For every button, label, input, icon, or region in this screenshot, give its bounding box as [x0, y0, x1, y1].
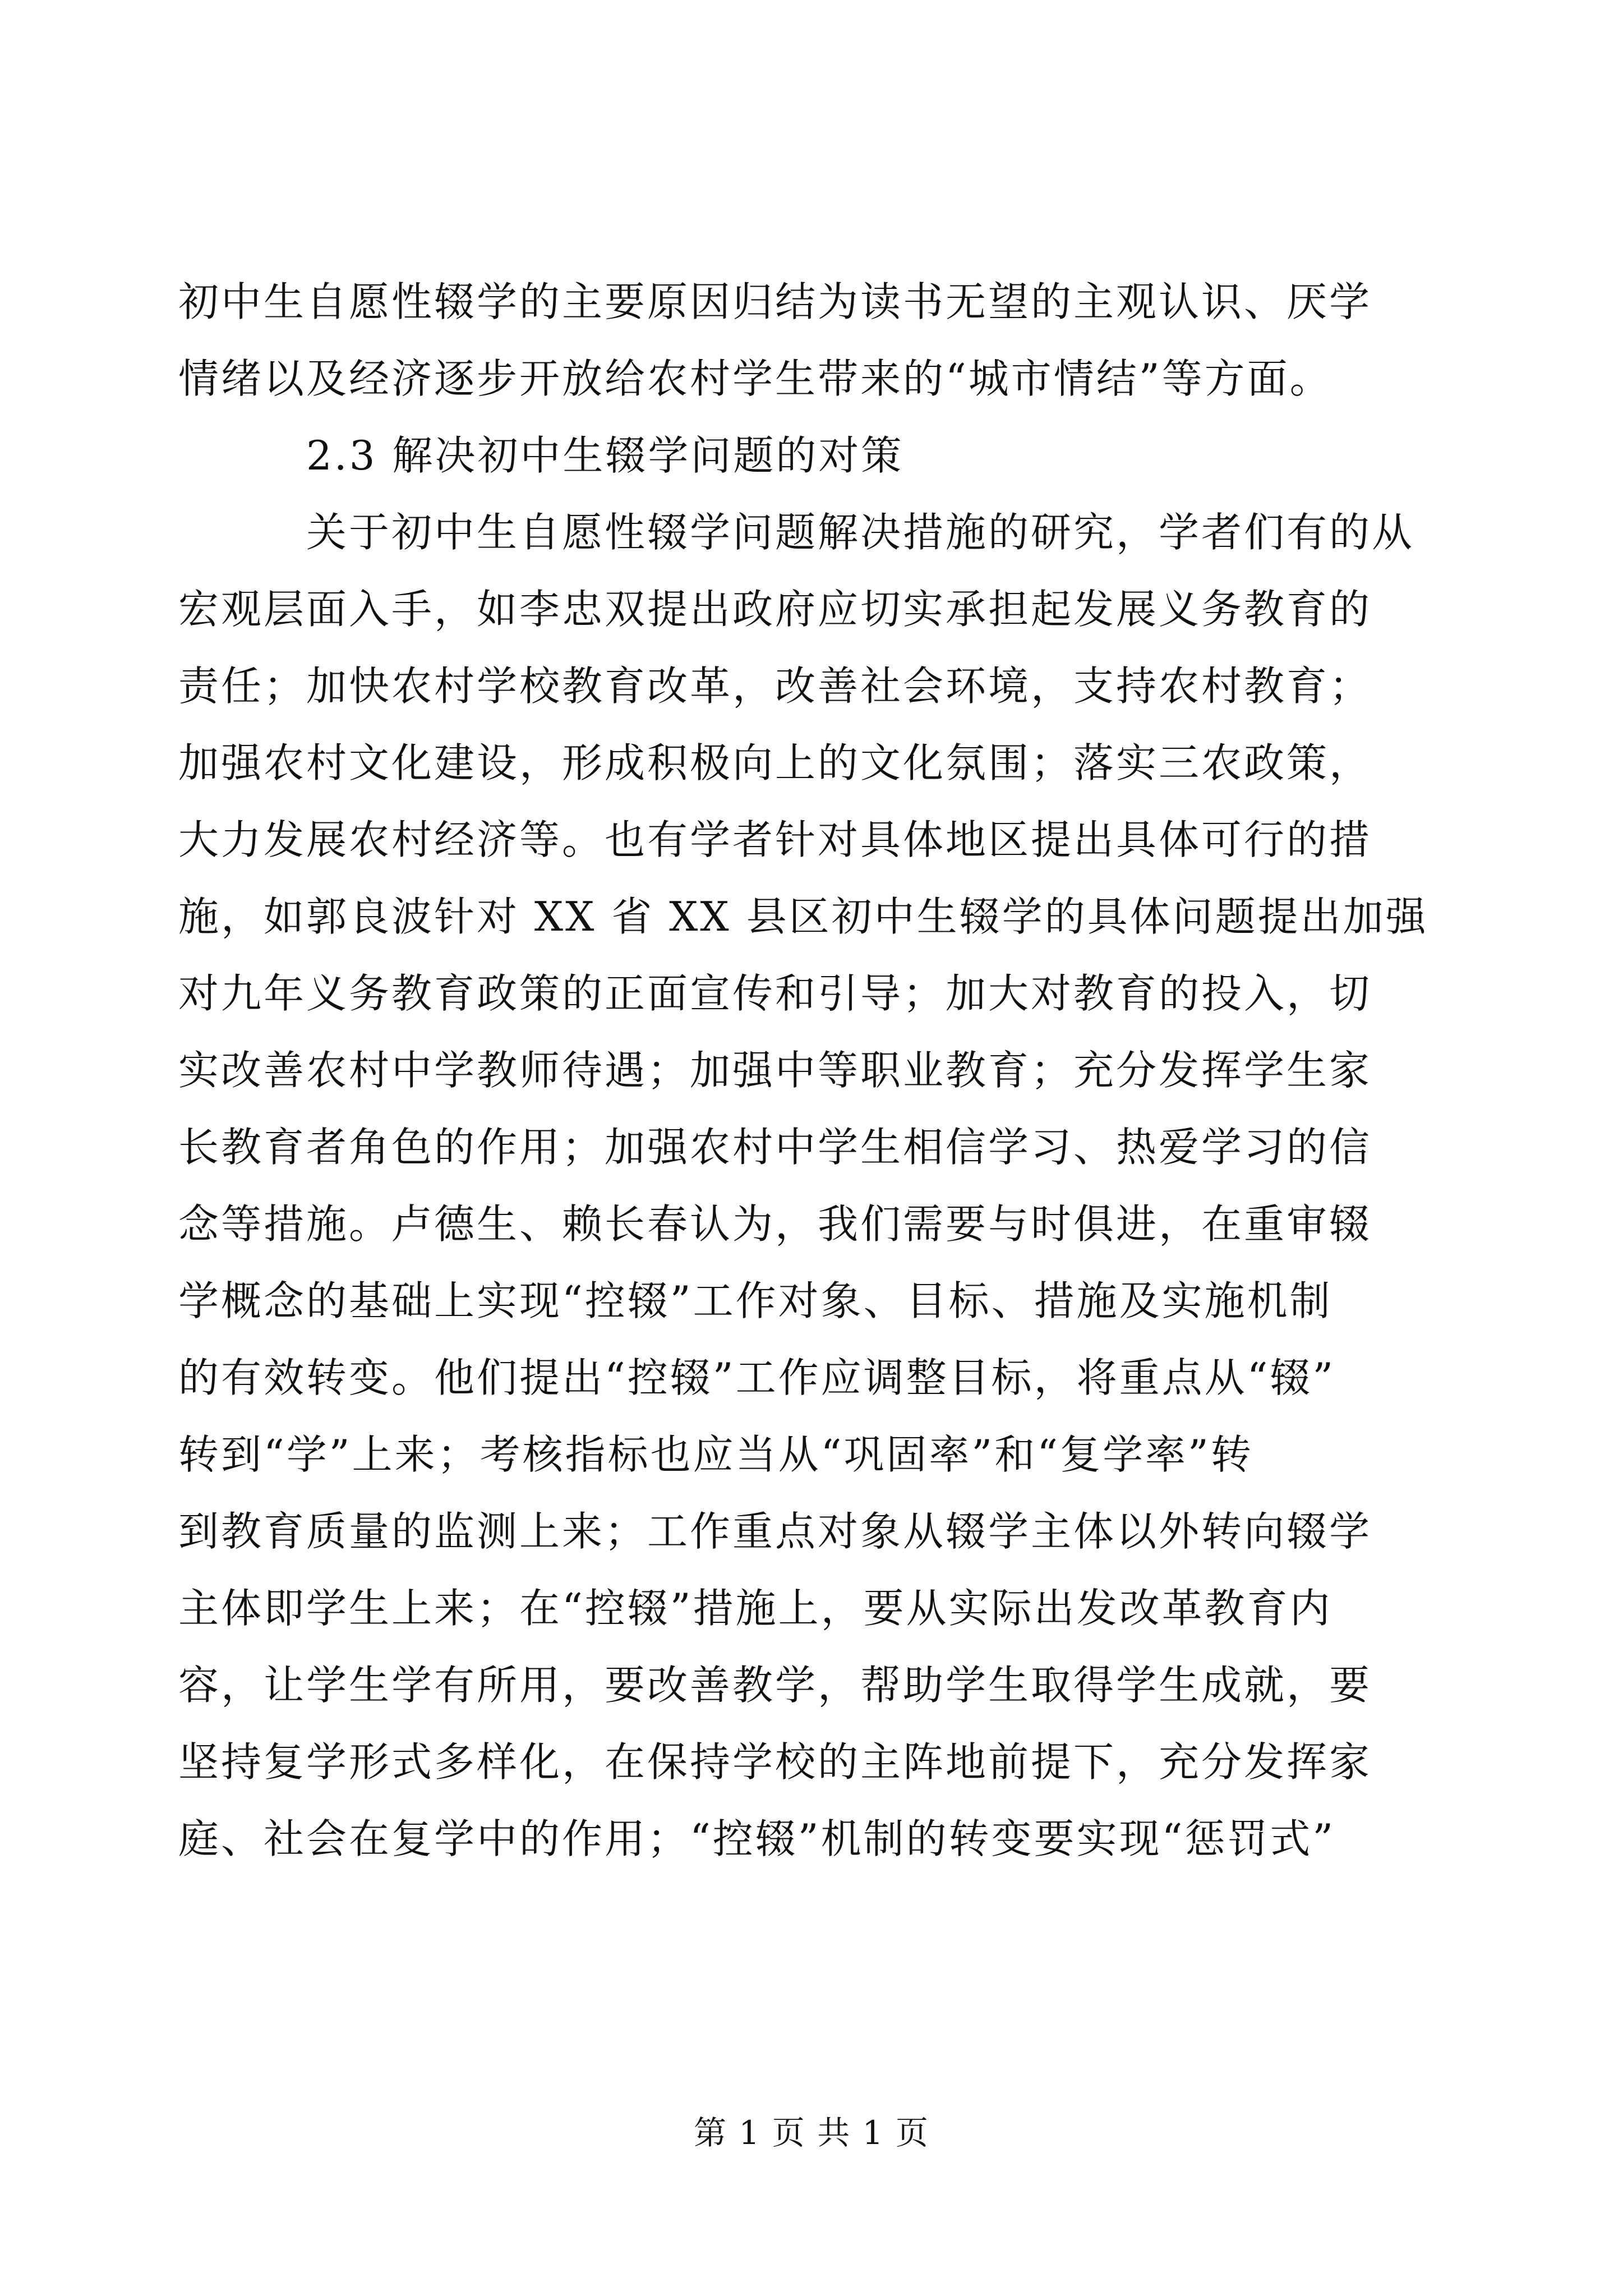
paragraph-line: 庭、社会在复学中的作用；“控辍”机制的转变要实现“惩罚式”	[178, 1815, 1336, 1862]
paragraph-line: 实改善农村中学教师待遇；加强中等职业教育；充分发挥学生家	[178, 1047, 1372, 1094]
paragraph-line: 关于初中生自愿性辍学问题解决措施的研究，学者们有的从	[306, 509, 1415, 556]
paragraph-line: 坚持复学形式多样化，在保持学校的主阵地前提下，充分发挥家	[178, 1738, 1372, 1786]
paragraph-line: 宏观层面入手，如李忠双提出政府应切实承担起发展义务教育的	[178, 586, 1372, 633]
paragraph-line: 长教育者角色的作用；加强农村中学生相信学习、热爱学习的信	[178, 1124, 1372, 1171]
paragraph-line: 到教育质量的监测上来；工作重点对象从辍学主体以外转向辍学	[178, 1508, 1372, 1555]
paragraph-line: 学概念的基础上实现“控辍”工作对象、目标、措施及实施机制	[178, 1277, 1332, 1324]
paragraph-line: 容，让学生学有所用，要改善教学，帮助学生取得学生成就，要	[178, 1662, 1372, 1709]
paragraph-line: 大力发展农村经济等。也有学者针对具体地区提出具体可行的措	[178, 816, 1372, 863]
paragraph-line: 主体即学生上来；在“控辍”措施上，要从实际出发改革教育内	[178, 1585, 1332, 1632]
page-footer	[0, 2106, 1623, 2154]
paragraph-line: 责任；加快农村学校教育改革，改善社会环境，支持农村教育；	[178, 662, 1372, 710]
page-number: 第 1 页 共 1 页	[694, 2114, 929, 2152]
paragraph-line: 的有效转变。他们提出“控辍”工作应调整目标，将重点从“辍”	[178, 1354, 1336, 1401]
paragraph-line: 初中生自愿性辍学的主要原因归结为读书无望的主观认识、厌学	[178, 278, 1372, 325]
section-heading: 2.3 解决初中生辍学问题的对策	[306, 432, 904, 479]
paragraph-line: 对九年义务教育政策的正面宣传和引导；加大对教育的投入，切	[178, 970, 1372, 1017]
paragraph-line: 施，如郭良波针对 XX 省 XX 县区初中生辍学的具体问题提出加强	[178, 893, 1428, 940]
body-text	[178, 264, 1435, 1878]
paragraph-line: 情绪以及经济逐步开放给农村学生带来的“城市情结”等方面。	[178, 355, 1332, 402]
paragraph-line: 加强农村文化建设，形成积极向上的文化氛围；落实三农政策，	[178, 739, 1372, 786]
paragraph-line: 转到“学”上来；考核指标也应当从“巩固率”和“复学率”转	[178, 1431, 1253, 1478]
paragraph-line: 念等措施。卢德生、赖长春认为，我们需要与时俱进，在重审辍	[178, 1200, 1372, 1248]
